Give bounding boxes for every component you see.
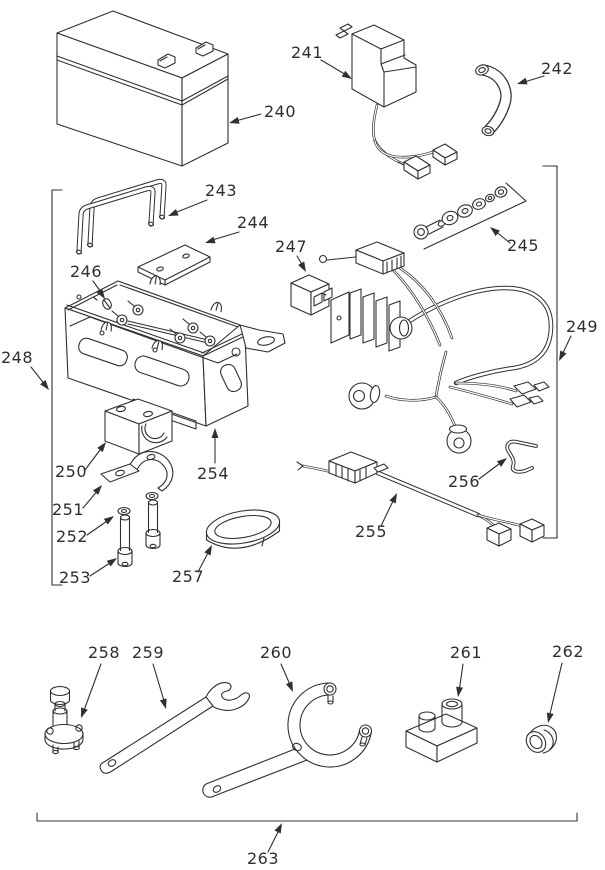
part-251-clamp-strap (101, 452, 173, 491)
part-label-258: 258 (87, 643, 121, 662)
part-244-mount-plate (138, 245, 210, 285)
part-243-bail-handle (76, 181, 165, 254)
callout-243 (167, 181, 237, 219)
part-label-249: 249 (565, 317, 599, 336)
terminal-cap (487, 523, 511, 546)
part-256-wire-clip (507, 442, 536, 472)
spade-terminal (433, 144, 457, 165)
part-257-clamp-band (204, 505, 282, 549)
part-label-260: 260 (259, 643, 293, 662)
callout-259 (132, 643, 169, 710)
part-241-battery-charger (336, 24, 457, 179)
bracket-263-group (37, 813, 577, 821)
part-261-pin-block (406, 699, 477, 762)
callout-261 (450, 643, 482, 698)
part-259-pin-wrench (100, 683, 249, 774)
part-label-256: 256 (447, 472, 481, 491)
part-240-battery (57, 11, 228, 166)
part-label-257: 257 (171, 567, 205, 586)
part-247-relay (291, 275, 332, 315)
part-label-245: 245 (506, 236, 540, 255)
callout-242 (516, 59, 573, 87)
part-242-elbow-tube (474, 63, 506, 137)
callout-244 (204, 213, 269, 246)
regulator-with-fins (331, 289, 412, 351)
callout-256 (448, 455, 509, 491)
callout-240 (228, 102, 296, 126)
callout-249 (556, 317, 598, 363)
callout-241 (291, 43, 354, 82)
part-label-247: 247 (274, 237, 308, 256)
callout-247 (275, 237, 309, 274)
part-label-240: 240 (263, 102, 297, 121)
callout-254 (197, 428, 229, 483)
part-label-243: 243 (204, 181, 238, 200)
bracket-248-group (52, 190, 62, 585)
rubber-boot (349, 383, 381, 409)
part-255-sub-harness (297, 452, 544, 546)
part-254-battery-box (65, 275, 285, 429)
part-label-259: 259 (131, 643, 165, 662)
callout-255 (355, 491, 400, 541)
rubber-boot (447, 425, 471, 453)
part-label-241: 241 (290, 43, 324, 62)
part-label-262: 262 (551, 642, 585, 661)
spade-terminal (398, 156, 430, 179)
spade-terminal (514, 382, 549, 394)
part-label-263: 263 (246, 849, 280, 868)
callout-258 (78, 643, 120, 719)
connector-block (329, 452, 388, 483)
part-label-254: 254 (196, 464, 230, 483)
spade-terminal (510, 395, 543, 407)
part-label-250: 250 (54, 462, 88, 481)
part-249-main-harness (320, 242, 552, 453)
multi-pin-connector (320, 242, 405, 274)
part-label-253: 253 (58, 568, 92, 587)
part-label-252: 252 (55, 527, 89, 546)
callout-248 (1, 348, 52, 392)
part-label-251: 251 (51, 500, 85, 519)
part-250-clamp-block (105, 399, 172, 454)
part-label-255: 255 (354, 522, 388, 541)
part-label-244: 244 (236, 213, 270, 232)
part-label-246: 246 (69, 262, 103, 281)
callout-263 (247, 821, 285, 868)
callout-251 (52, 483, 105, 519)
callout-262 (545, 642, 584, 724)
part-label-261: 261 (449, 643, 483, 662)
socket-bolt (118, 515, 132, 567)
part-label-242: 242 (540, 59, 574, 78)
callout-253 (59, 555, 119, 587)
callout-260 (260, 643, 296, 693)
callout-245 (488, 224, 539, 255)
terminal-cap (520, 519, 544, 542)
callout-246 (70, 262, 108, 301)
part-258-valve-assembly (45, 687, 83, 754)
callout-250 (55, 440, 109, 481)
socket-bolt (146, 500, 160, 549)
part-262-rubber-cap (522, 725, 556, 756)
part-label-248: 248 (0, 348, 34, 367)
callout-257 (172, 543, 215, 586)
